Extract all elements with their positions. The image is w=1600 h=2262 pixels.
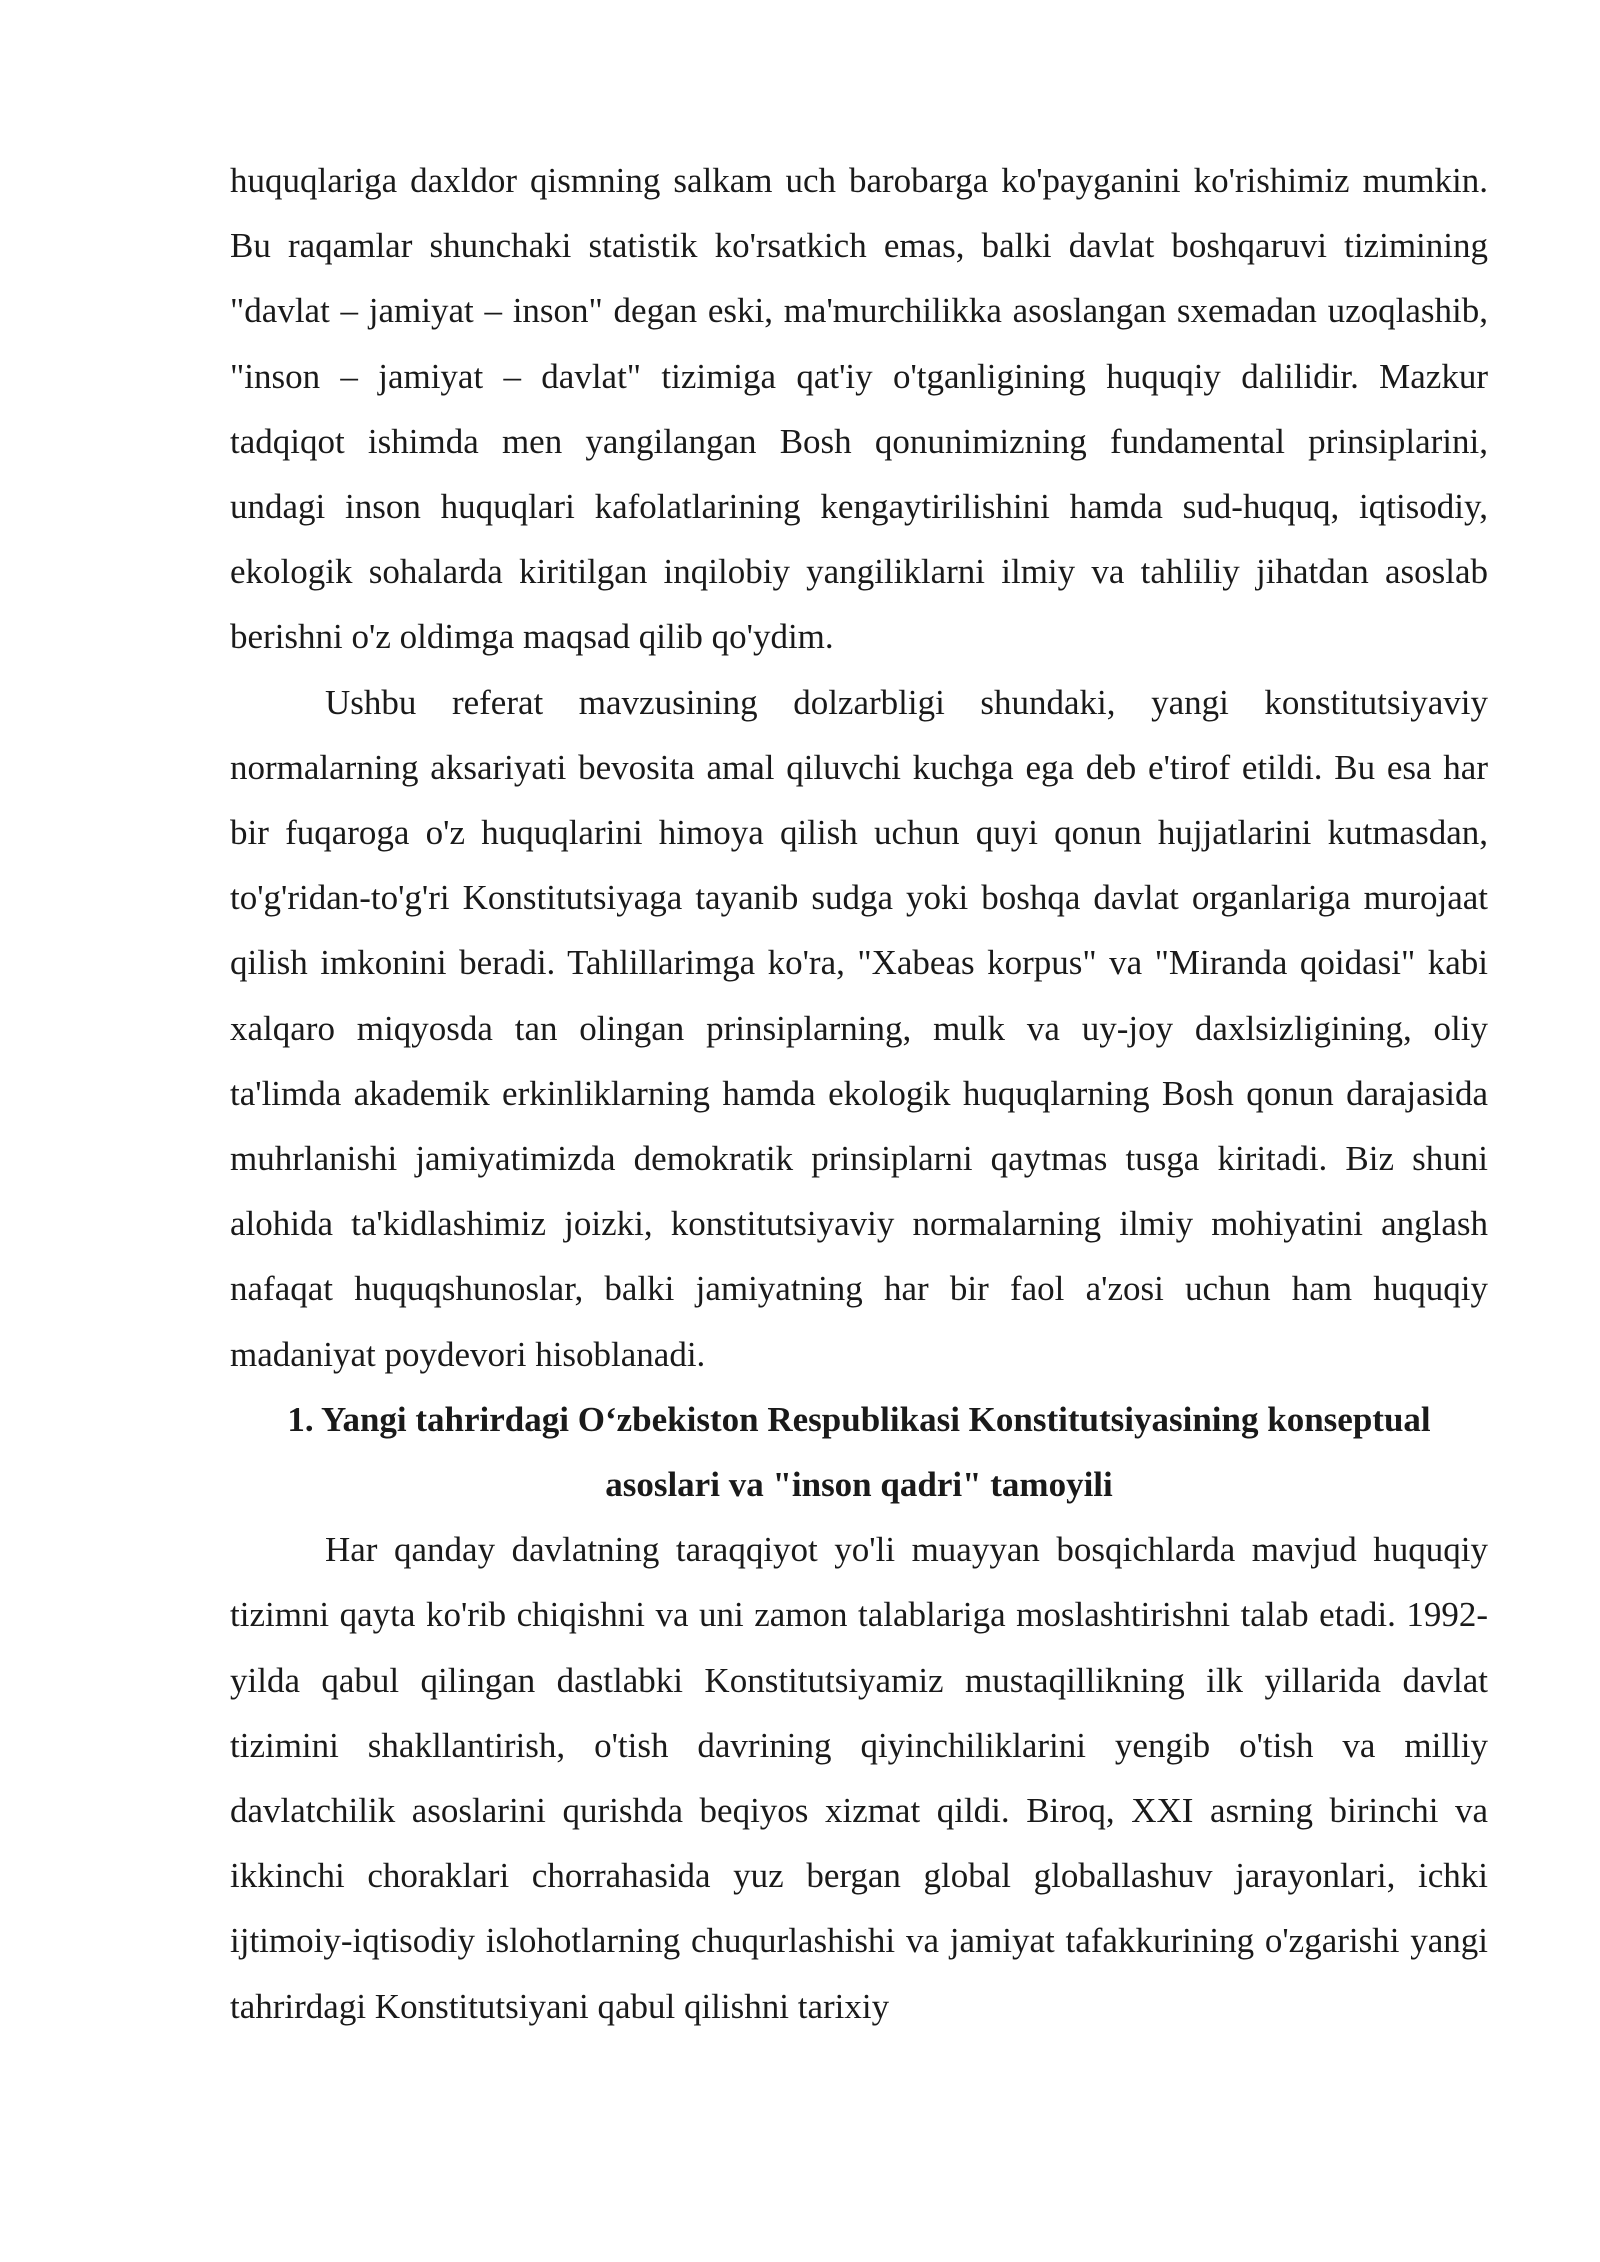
paragraph-relevance: Ushbu referat mavzusining dolzarbligi shundaki, yangi konstitutsiyaviy normalarning aksariyati bevosita amal qiluvchi kuchga ega deb e'tirof etildi. Bu esa har bir fuqaroga o'z huquqlarini himoya qilish uchun quyi qonun hujjatlarini kutmasdan, to'g'ridan-to'g'ri Konstitutsiyaga tayanib sudga yoki boshqa davlat organlariga murojaat qilish imkonini beradi. Tahlillarimga ko'ra, "Xabeas korpus" va "Miranda qoidasi" kabi xalqaro miqyosda tan olingan prinsiplarning, mulk va uy-joy daxlsizligining, oliy ta'limda akademik erkinliklarning hamda ekologik huquqlarning Bosh qonun darajasida muhrlanishi jamiyatimizda demokratik prinsiplarni qaytmas tusga kiritadi. Biz shuni alohida ta'kidlashimiz joizki, konstitutsiyaviy normalarning ilmiy mohiyatini anglash nafaqat huquqshunoslar, balki jamiyatning har bir faol a'zosi uchun ham huquqiy madaniyat poydevori hisoblanadi.	[230, 682, 1488, 1374]
paragraph-section-intro: Har qanday davlatning taraqqiyot yo'li muayyan bosqichlarda mavjud huquqiy tizimni qayta ko'rib chiqishni va uni zamon talablariga moslashtirishni talab etadi. 1992-yilda qabul qilingan dastlabki Konstitutsiyamiz mustaqillikning ilk yillarida davlat tizimini shakllantirish, o'tish davrining qiyinchiliklarini yengib o'tish va milliy davlatchilik asoslarini qurishda beqiyos xizmat qildi. Biroq, XXI asrning birinchi va ikkinchi choraklari chorrahasida yuz bergan global globallashuv jarayonlari, ichki ijtimoiy-iqtisodiy islohotlarning chuqurlashishi va jamiyat tafakkurining o'zgarishi yangi tahrirdagi Konstitutsiyani qabul qilishni tarixiy	[230, 1530, 1488, 2026]
paragraph-continuation: huquqlariga daxldor qismning salkam uch barobarga ko'payganini ko'rishimiz mumkin. Bu raqamlar shunchaki statistik ko'rsatkich emas, balki davlat boshqaruvi tizimining "davlat – jamiyat – inson" degan eski, ma'murchilikka asoslangan sxemadan uzoqlashib, "inson – jamiyat – davlat" tizimiga qat'iy o'tganligining huquqiy dalilidir. Mazkur tadqiqot ishimda men yangilangan Bosh qonunimizning fundamental prinsiplarini, undagi inson huquqlari kafolatlarining kengaytirilishini hamda sud-huquq, iqtisodiy, ekologik sohalarda kiritilgan inqilobiy yangiliklarni ilmiy va tahliliy jihatdan asoslab berishni o'z oldimga maqsad qilib qo'ydim.	[230, 161, 1488, 657]
section-heading: 1. Yangi tahrirdagi O‘zbekiston Respublikasi Konstitutsiyasining konseptual asoslari va "inson qadri" tamoyili	[287, 1399, 1431, 1505]
document-body	[230, 148, 1488, 2039]
